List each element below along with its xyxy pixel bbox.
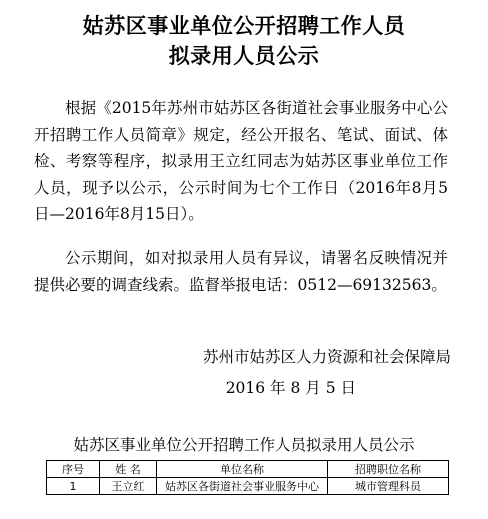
table-header-row (47, 461, 449, 478)
announcement-paragraph: 根据《2015年苏州市姑苏区各街道社会事业服务中心公开招聘工作人员简章》规定，经公开报名、笔试、面试、体检、考察等程序，拟录用王立红同志为姑苏区事业单位工作人员，现予以公示，公示时间为七个工作日（2016年8月5日—2016年8月15日）。 (34, 99, 448, 223)
table-title: 姑苏区事业单位公开招聘工作人员拟录用人员公示 (73, 436, 415, 454)
table-row (47, 478, 449, 495)
hiree-table (46, 460, 449, 495)
objection-paragraph: 公示期间，如对拟录用人员有异议，请署名反映情况并提供必要的调查线索。监督举报电话：0512—69132563。 (34, 249, 448, 294)
header-position-name: 招聘职位名称 (328, 461, 449, 478)
cell-name: 王立红 (100, 478, 157, 495)
page-title-line-1: 姑苏区事业单位公开招聘工作人员 (82, 14, 406, 38)
cell-position-name: 城市管理科员 (328, 478, 449, 495)
page-title-line-2: 拟录用人员公示 (168, 44, 320, 68)
issue-date: 2016 年 8 月 5 日 (225, 379, 356, 397)
cell-unit-name: 姑苏区各街道社会事业服务中心 (157, 478, 328, 495)
header-unit-name: 单位名称 (157, 461, 328, 478)
header-name: 姓 名 (100, 461, 157, 478)
issuing-organization: 苏州市姑苏区人力资源和社会保障局 (202, 348, 451, 366)
header-serial-number: 序号 (47, 461, 100, 478)
cell-serial-number: 1 (47, 478, 100, 495)
